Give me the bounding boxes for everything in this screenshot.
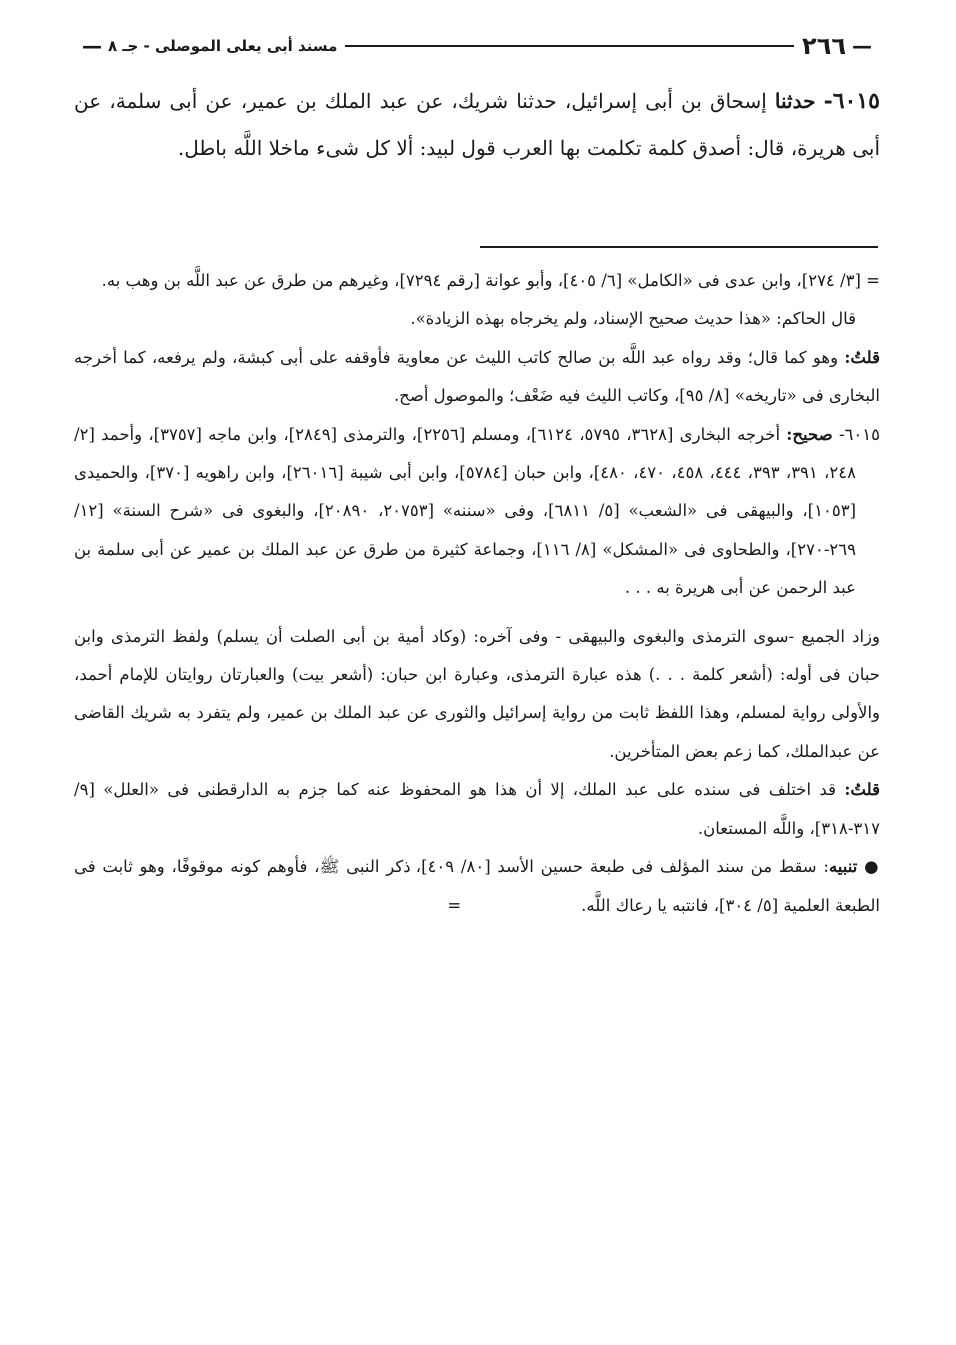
tanbih-note	[74, 848, 880, 925]
page-number: ٢٦٦	[802, 32, 846, 60]
continuation-marker: =	[866, 271, 880, 290]
tanbih-label: تنبيه	[828, 857, 858, 877]
qultu-note-1	[74, 339, 880, 416]
page-header	[76, 24, 878, 68]
tanbih-text: : سقط من سند المؤلف فى طبعة حسين الأسد [٨٠/ ٤٠٩]، ذكر النبى ﷺ، فأوهم كونه موقوفًا، وهو ثابت فى الطبعة العلمية [٥/ ٣٠٤]، فانتبه يا رعاك اللَّه.	[74, 857, 880, 915]
hadith-lead-word: حدثنا	[774, 89, 816, 113]
takhrij-number: ٦٠١٥-	[838, 424, 880, 444]
hadith-body: إسحاق بن أبى إسرائيل، حدثنا شريك، عن عبد الملك بن عمير، عن أبى سلمة، عن أبى هريرة، قال: أصدق كلمة تكلمت بها العرب قول لبيد: ألا كل شىء ماخلا اللَّه باطل.	[74, 89, 880, 160]
qultu-label-2: قلتُ:	[844, 780, 880, 800]
hadith-text	[74, 78, 880, 172]
tanbih-end-marker: =	[447, 895, 462, 915]
header-rule	[345, 45, 794, 47]
qultu-text-1: وهو كما قال؛ وقد رواه عبد اللَّه بن صالح كاتب الليث عن معاوية فأوقفه على أبى كبشة، ولم يرفعه، كما أخرجه البخارى فى «تاريخه» [٨/ ٩٥]، وكاتب الليث فيه ضَعْف؛ والموصول أصح.	[74, 347, 880, 406]
running-title: مسند أبى يعلى الموصلى - جـ ٨	[108, 37, 338, 55]
bullet-icon: ●	[864, 857, 880, 877]
hadith-number: ٦٠١٥-	[823, 88, 880, 114]
zad-note: وزاد الجميع -سوى الترمذى والبغوى والبيهقى - وفى آخره: (وكاد أمية بن أبى الصلت أن يسلم) ولفظ الترمذى وابن حبان فى أوله: (أشعر كلمة . . .) هذه عبارة الترمذى، وعبارة ابن حبان: (أشعر بيت) والعبارتان روايتان للإمام أحمد، والأولى رواية لمسلم، وهذا اللفظ ثابت من رواية إسرائيل والثورى عن عبد الملك بن عمير، ولم يتفرد به شريك القاضى عن عبدالملك، كما زعم بعض المتأخرين.	[74, 626, 880, 761]
takhrij-text: أخرجه البخارى [٣٦٢٨، ٥٧٩٥، ٦١٢٤]، ومسلم [٢٢٥٦]، والترمذى [٢٨٤٩]، وابن ماجه [٣٧٥٧]، وأحمد [٢/ ٢٤٨، ٣٩١، ٣٩٣، ٤٤٤، ٤٥٨، ٤٧٠، ٤٨٠]، وابن حبان [٥٧٨٤]، وابن أبى شيبة [٢٦٠١٦]، وابن راهويه [٣٧٠]، والحميدى [١٠٥٣]، والبيهقى فى «الشعب» [٥/ ٦٨١١]، وفى «سننه» [٢٠٧٥٣، ٢٠٨٩٠]، والبغوى فى «شرح السنة» [١٢/ ٢٦٩-٢٧٠]، والطحاوى فى «المشكل» [٨/ ١١٦]، وجماعة كثيرة من طرق عن عبد الملك بن عمير عن أبى سلمة بن عبد الرحمن عن أبى هريرة به . . .	[74, 424, 857, 598]
qultu-note-2	[74, 771, 880, 848]
takhrij-note	[74, 416, 880, 608]
qultu-label-1: قلتُ:	[844, 347, 880, 367]
hakim-quote: قال الحاكم: «هذا حديث صحيح الإسناد، ولم يخرجاه بهذه الزيادة».	[410, 309, 856, 329]
takhrij-grade: صحيح:	[786, 424, 833, 444]
continuation-text: [٣/ ٢٧٤]، وابن عدى فى «الكامل» [٦/ ٤٠٥]، وأبو عوانة [رقم ٧٢٩٤]، وغيرهم من طرق عن عبد اللَّه بن وهب به.	[101, 271, 861, 290]
qultu-text-2: قد اختلف فى سنده على عبد الملك، إلا أن هذا هو المحفوظ عنه كما جزم به الدارقطنى فى «العلل» [٩/ ٣١٧-٣١٨]، واللَّه المستعان.	[74, 780, 880, 838]
footnote-continuation	[74, 262, 880, 300]
header-dash-left: —	[82, 34, 102, 58]
header-dash-right: —	[852, 34, 872, 58]
footnotes	[74, 262, 880, 925]
footnote-separator	[480, 246, 878, 248]
